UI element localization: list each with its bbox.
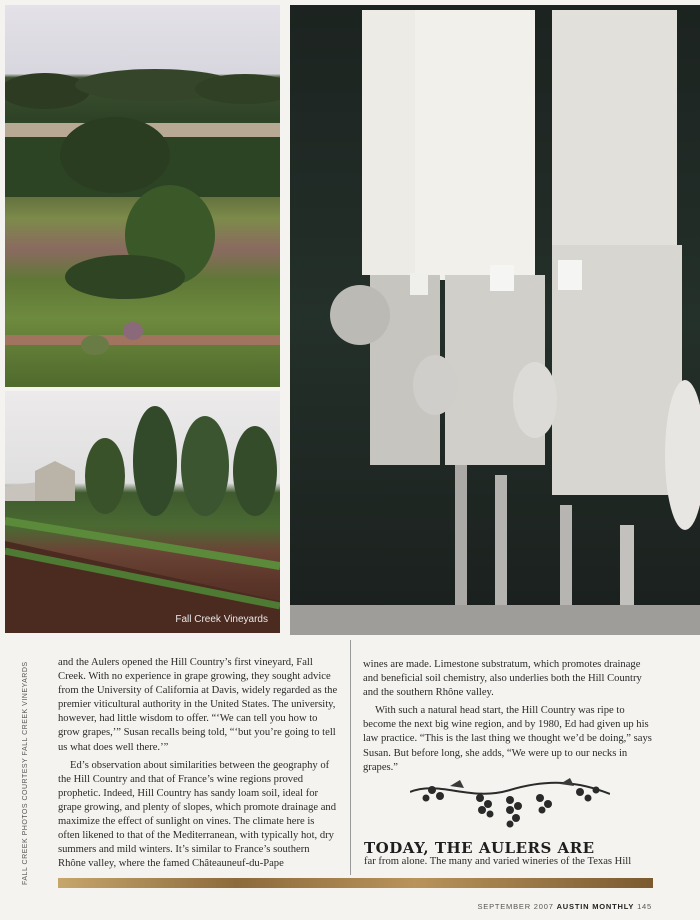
folio-magazine: AUSTIN MONTHLY xyxy=(556,902,635,911)
folio-date: SEPTEMBER 2007 xyxy=(477,902,554,911)
vineyard-landscape-photo xyxy=(5,5,280,387)
accent-bar xyxy=(58,878,653,888)
paragraph: and the Aulers opened the Hill Country’s first vineyard, Fall Creek. With no experience in grape growing, they sought advice from the University of California at Davis, widely regarded as the premier viticultural authority in the United States. The university, however, had little wisdom to offer. “‘We can tell you how to grow grapes,’” Susan recalls being told, “‘but you’re going to tell us what does well there.’” xyxy=(58,657,338,753)
pull-quote-continuation: far from alone. The many and varied wineries of the Texas Hill xyxy=(364,856,632,867)
paragraph: Ed’s observation about similarities between the geography of the Hill Country and that of France’s wine regions proved prophetic. Indeed, Hill Country has sandy loam soil, ideal for grape growing, and plenty of slopes, which promote drainage and maximize the effect of sunlight on vines. The climate here is often likened to that of the Mediterranean, with typically hot, dry summers and mild winters. It’s similar to France’s southern Rhône valley, where the famed Châteauneuf-du-Pape xyxy=(58,759,337,870)
paragraph: With such a natural head start, the Hill Country was ripe to become the next big wine region, and by 1980, Ed had given up his law practice. “This is the last thing we thought we’d be doing,” says Susan. But before long, she adds, “We were up to our necks in grapes.” xyxy=(363,705,652,773)
vines-illustration xyxy=(5,391,280,633)
photo-caption: Fall Creek Vineyards xyxy=(175,614,268,625)
paragraph: wines are made. Limestone substratum, which promotes drainage and beneficial soil chemistry, also underlies both the Hill Country and the southern Rhône valley. xyxy=(363,659,642,699)
photo-credit-vertical: FALL CREEK PHOTOS COURTESY FALL CREEK VINEYARDS xyxy=(22,661,29,885)
vine-rows-photo xyxy=(5,391,280,633)
folio xyxy=(477,902,652,911)
landscape-illustration xyxy=(5,5,280,387)
column-divider xyxy=(350,640,351,875)
pull-quote-headline: TODAY, THE AULERS ARE xyxy=(364,839,595,857)
tanks-illustration xyxy=(290,5,700,635)
article-column-left xyxy=(58,656,338,871)
article-column-right xyxy=(363,658,653,775)
wine-tanks-photo xyxy=(290,5,700,635)
folio-page-number: 145 xyxy=(637,902,652,911)
grape-vine-ornament xyxy=(410,776,610,830)
